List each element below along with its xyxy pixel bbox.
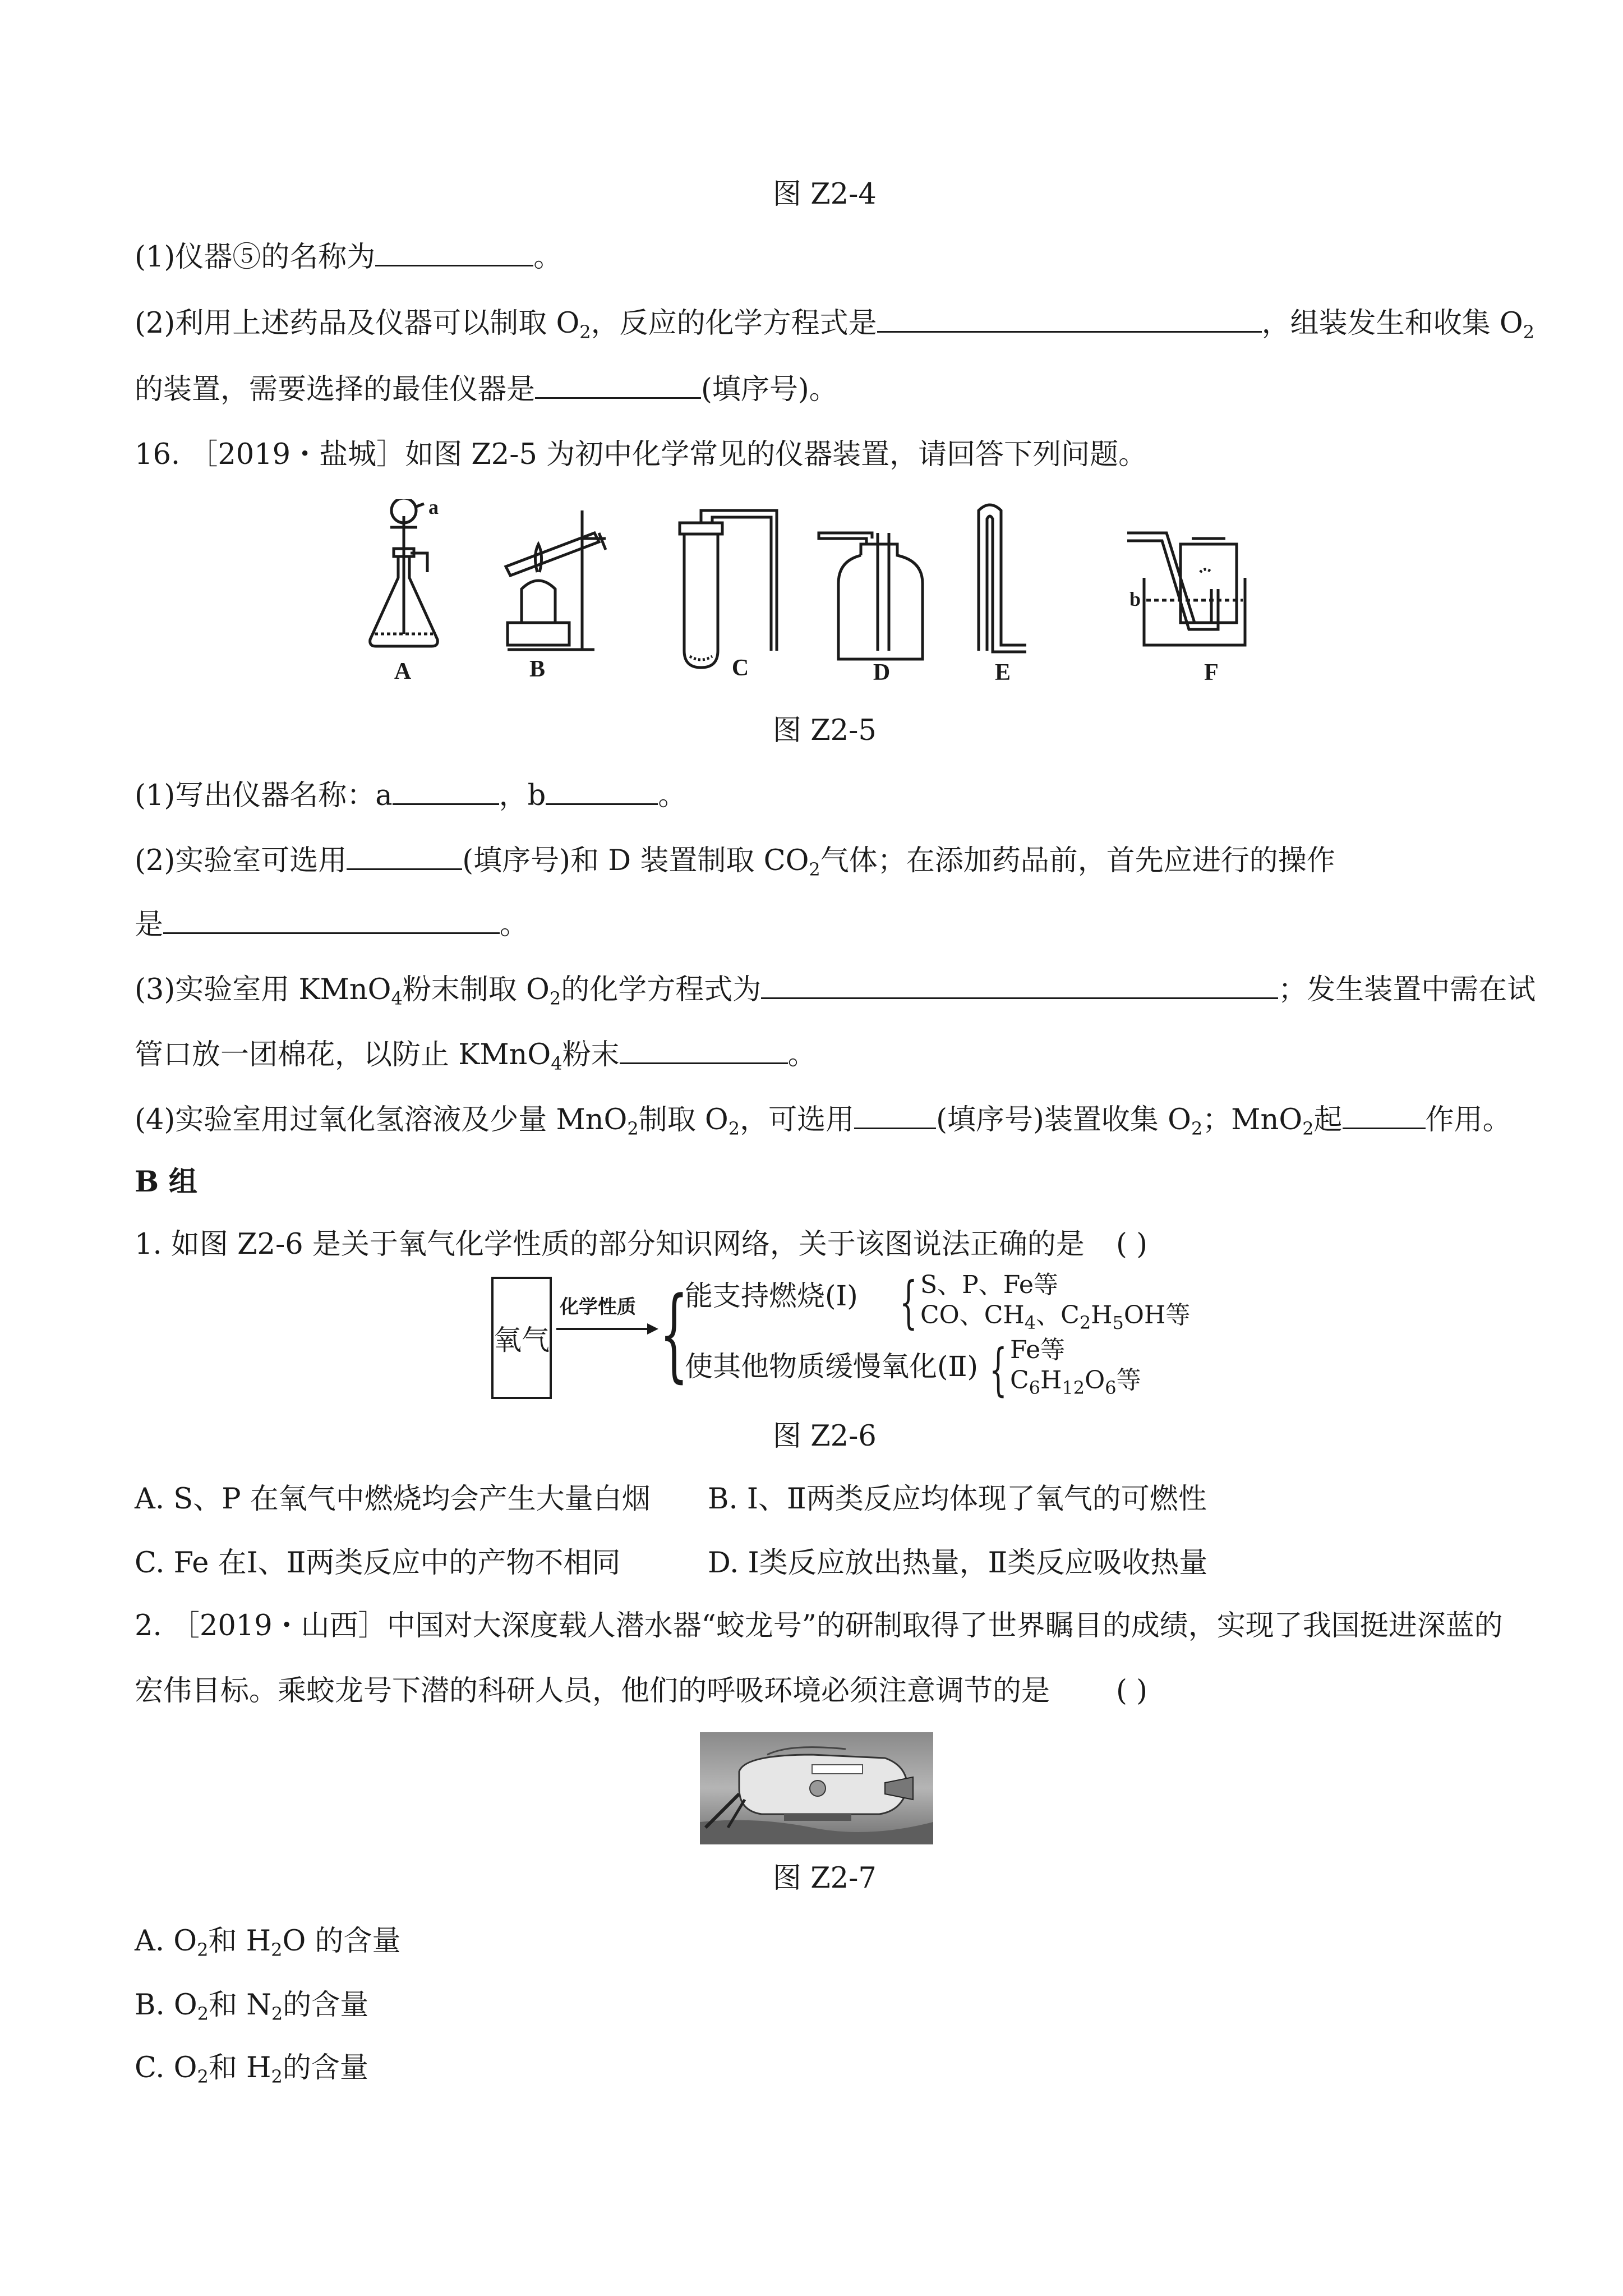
apparatus-f-trough bbox=[1127, 533, 1245, 645]
apparatus-figure bbox=[359, 499, 1267, 690]
oxidation-item-1: Fe等 bbox=[1010, 1336, 1066, 1364]
apparatus-b-heating bbox=[506, 510, 606, 650]
arrow-label: 化学性质 bbox=[560, 1296, 636, 1318]
combustion-item-1: S、P、Fe等 bbox=[920, 1271, 1058, 1299]
q16-item-3: (3)实验室用 KMnO$_4$粉末制取 $O_2$的化学方程式为 ；发生装置中需在试 bbox=[135, 970, 1536, 1009]
b1-option-b[interactable]: B. Ⅰ、Ⅱ两类反应均体现了氧气的可燃性 bbox=[708, 1483, 1207, 1516]
figure-caption-z2-4: 图 Z2-4 bbox=[773, 178, 877, 211]
figure-caption-z2-5: 图 Z2-5 bbox=[773, 714, 877, 747]
submarine-photo bbox=[700, 1732, 933, 1844]
b2-question-line-2: 宏伟目标。乘蛟龙号下潜的科研人员，他们的呼吸环境必须注意调节的是 ( ) bbox=[135, 1674, 1148, 1708]
branch-slow-oxidation: 使其他物质缓慢氧化(Ⅱ) bbox=[685, 1350, 978, 1383]
apparatus-label: B bbox=[529, 656, 546, 682]
b2-question-line-1: 2. ［2019・山西］中国对大深度载人潜水器“蛟龙号”的研制取得了世界瞩目的成绩，实现了我国挺进深蓝的 bbox=[135, 1609, 1503, 1642]
small-brace-icon: { bbox=[989, 1337, 1007, 1402]
figure-caption-z2-7: 图 Z2-7 bbox=[773, 1862, 877, 1895]
answer-blank[interactable] bbox=[393, 776, 499, 805]
answer-blank[interactable] bbox=[620, 1036, 788, 1064]
answer-blank[interactable] bbox=[546, 776, 658, 805]
apparatus-label: F bbox=[1204, 660, 1219, 685]
answer-blank[interactable] bbox=[877, 304, 1262, 333]
answer-blank[interactable] bbox=[1343, 1101, 1426, 1129]
b1-question: 1. 如图 Z2-6 是关于氧气化学性质的部分知识网络，关于该图说法正确的是 ( ) bbox=[135, 1228, 1148, 1261]
big-brace-icon: { bbox=[660, 1276, 689, 1393]
arrow-icon bbox=[554, 1320, 666, 1337]
apparatus-a-flask bbox=[370, 499, 438, 646]
group-b-heading: B 组 bbox=[135, 1165, 197, 1199]
figure-caption-z2-6: 图 Z2-6 bbox=[773, 1420, 877, 1453]
answer-blank[interactable] bbox=[761, 970, 1278, 999]
q16-item-2: (2)实验室可选用 (填序号)和 D 装置制取 $CO_2$气体；在添加药品前，首先应进行的操作 bbox=[135, 841, 1335, 880]
answer-blank[interactable] bbox=[535, 370, 701, 399]
apparatus-d-gas-bottle bbox=[819, 533, 923, 659]
b2-option-b[interactable]: B. $O_2$和 $N_2$的含量 bbox=[135, 1989, 369, 2024]
apparatus-label: D bbox=[873, 660, 891, 685]
b2-option-c[interactable]: C. $O_2$和 $H_2$的含量 bbox=[135, 2051, 368, 2087]
apparatus-label: E bbox=[994, 660, 1011, 685]
q16-item-3-cont: 管口放一团棉花，以防止 KMnO$_4$粉末 。 bbox=[135, 1036, 817, 1074]
q16-intro: 16. ［2019・盐城］如图 Z2-5 为初中化学常见的仪器装置，请回答下列问题。 bbox=[135, 438, 1147, 471]
combustion-item-2: CO、$CH_4$、$C_2H_5OH$等 bbox=[920, 1301, 1191, 1333]
marker-b: b bbox=[1129, 588, 1141, 610]
apparatus-label: A bbox=[394, 659, 412, 684]
q16-item-1: (1)写出仪器名称：a ，b 。 bbox=[135, 776, 686, 815]
b1-option-d[interactable]: D. Ⅰ类反应放出热量，Ⅱ类反应吸收热量 bbox=[708, 1547, 1208, 1580]
q15-item-1: (1)仪器⑤的名称为 。 bbox=[135, 238, 562, 276]
marker-a: a bbox=[428, 499, 439, 518]
q15-item-2: (2)利用上述药品及仪器可以制取 $O_2$，反应的化学方程式是 ，组装发生和收集 $O_2$ bbox=[135, 304, 1534, 342]
q16-item-2-cont: 是 。 bbox=[135, 905, 528, 944]
answer-blank[interactable] bbox=[163, 905, 500, 934]
q16-item-4: (4)实验室用过氧化氢溶液及少量 MnO$_2$制取 $O_2$，可选用 (填序号)装置收集 $O_2$；MnO$_2$起 作用。 bbox=[135, 1101, 1511, 1139]
apparatus-label: C bbox=[731, 655, 749, 681]
apparatus-e-tube bbox=[979, 505, 1026, 652]
b1-option-a[interactable]: A. S、P 在氧气中燃烧均会产生大量白烟 bbox=[135, 1483, 651, 1516]
oxygen-network-diagram bbox=[491, 1269, 1191, 1407]
apparatus-c-test-tube bbox=[680, 510, 777, 668]
oxygen-box: 氧气 bbox=[491, 1277, 552, 1399]
q15-item-2-cont: 的装置，需要选择的最佳仪器是 (填序号)。 bbox=[135, 370, 838, 408]
oxidation-item-2: $C_6H_{12}O_6$等 bbox=[1010, 1366, 1141, 1398]
answer-blank[interactable] bbox=[854, 1101, 936, 1129]
answer-blank[interactable] bbox=[375, 238, 533, 266]
answer-blank[interactable] bbox=[347, 841, 462, 870]
b1-option-c[interactable]: C. Fe 在Ⅰ、Ⅱ两类反应中的产物不相同 bbox=[135, 1547, 621, 1580]
small-brace-icon: { bbox=[900, 1269, 917, 1335]
b2-option-a[interactable]: A. $O_2$和 $H_2O$ 的含量 bbox=[135, 1925, 401, 1961]
branch-combustion: 能支持燃烧(Ⅰ) bbox=[685, 1280, 858, 1312]
